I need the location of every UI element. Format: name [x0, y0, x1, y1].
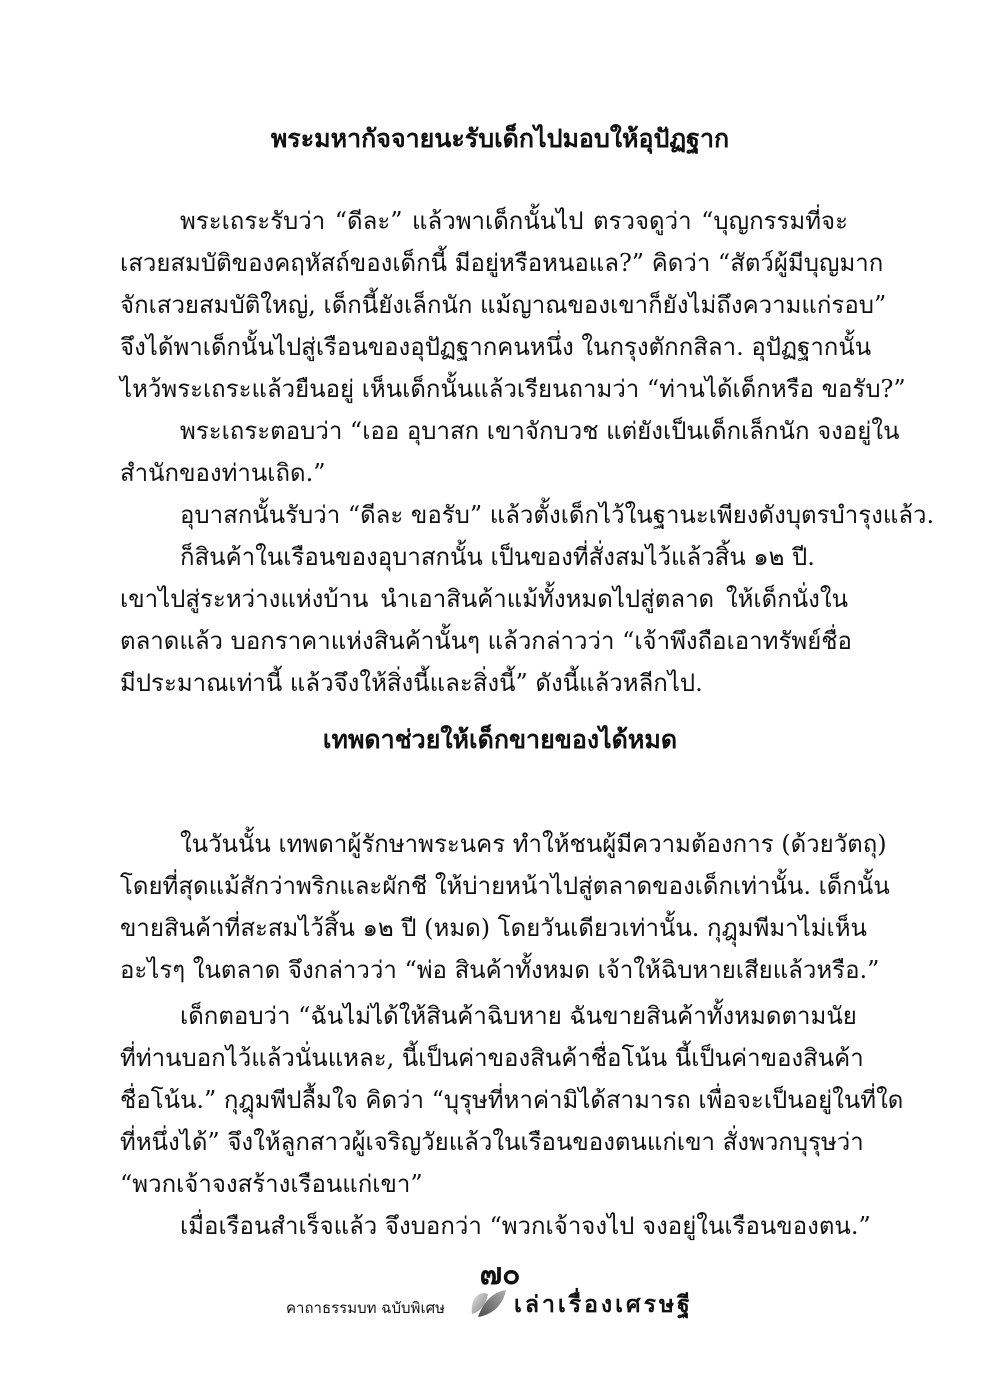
- text-line: จึงได้พาเด็กนั้นไปสู่เรือนของอุปัฏฐากคนหนึ่ง ในกรุงตักกสิลา. อุปัฏฐากนั้น: [120, 333, 872, 361]
- text-line: ที่หนึ่งได้” จึงให้ลูกสาวผู้เจริญวัยแล้วในเรือนของตนแก่เขา สั่งพวกบุรุษว่า: [120, 1128, 864, 1156]
- text-line: โดยที่สุดแม้สักว่าพริกและผักชี ให้บ่ายหน้าไปสู่ตลาดของเด็กเท่านั้น. เด็กนั้น: [120, 872, 890, 900]
- text-line: เมื่อเรือนสำเร็จแล้ว จึงบอกว่า “พวกเจ้าจงไป จงอยู่ในเรือนของตน.”: [180, 1212, 871, 1240]
- text-line: ชื่อโน้น.” กุฎุมพีปลื้มใจ คิดว่า “บุรุษที่หาค่ามิได้สามารถ เพื่อจะเป็นอยู่ในที่ใด: [120, 1086, 904, 1114]
- text-line: สำนักของท่านเถิด.”: [120, 459, 326, 487]
- text-line: ขายสินค้าที่สะสมไว้สิ้น ๑๒ ปี (หมด) โดยวันเดียวเท่านั้น. กุฎุมพีมาไม่เห็น: [120, 914, 867, 942]
- text-line: พระเถระรับว่า “ดีละ” แล้วพาเด็กนั้นไป ตรวจดูว่า “บุญกรรมที่จะ: [180, 207, 848, 235]
- text-line: อะไรๆ ในตลาด จึงกล่าวว่า “พ่อ สินค้าทั้งหมด เจ้าให้ฉิบหายเสียแล้วหรือ.”: [120, 956, 880, 984]
- text-line: ในวันนั้น เทพดาผู้รักษาพระนคร ทำให้ชนผู้มีความต้องการ (ด้วยวัตถุ): [180, 830, 887, 858]
- text-line: เด็กตอบว่า “ฉันไม่ได้ให้สินค้าฉิบหาย ฉันขายสินค้าทั้งหมดตามนัย: [180, 1002, 857, 1030]
- book-series-label: คาถาธรรมบท ฉบับพิเศษ: [286, 1299, 445, 1317]
- text-line: ก็สินค้าในเรือนของอุบาสกนั้น เป็นของที่สั่งสมไว้แล้วสิ้น ๑๒ ปี.: [180, 543, 815, 571]
- text-line: “พวกเจ้าจงสร้างเรือนแก่เขา”: [120, 1170, 423, 1198]
- book-title-label: เล่าเรื่องเศรษฐี: [514, 1291, 693, 1318]
- text-line: พระเถระตอบว่า “เออ อุบาสก เขาจักบวช แต่ยังเป็นเด็กเล็กนัก จงอยู่ใน: [180, 417, 900, 445]
- leaf-icon-graphic: [468, 1284, 510, 1320]
- text-line: มีประมาณเท่านี้ แล้วจึงให้สิ่งนี้และสิ่งนี้” ดังนี้แล้วหลีกไป.: [120, 669, 703, 697]
- text-line: อุบาสกนั้นรับว่า “ดีละ ขอรับ” แล้วตั้งเด็กไว้ในฐานะเพียงดังบุตรบำรุงแล้ว.: [180, 501, 935, 529]
- text-line: ไหว้พระเถระแล้วยืนอยู่ เห็นเด็กนั้นแล้วเรียนถามว่า “ท่านได้เด็กหรือ ขอรับ?”: [120, 375, 906, 403]
- text-line: เสวยสมบัติของคฤหัสถ์ของเด็กนี้ มีอยู่หรือหนอแล?” คิดว่า “สัตว์ผู้มีบุญมาก: [120, 249, 884, 277]
- section-2-title: เทพดาช่วยให้เด็กขายของได้หมด: [322, 725, 678, 754]
- text-line: เขาไปสู่ระหว่างแห่งบ้าน นำเอาสินค้าแม้ทั้งหมดไปสู่ตลาด ให้เด็กนั่งใน: [120, 585, 848, 613]
- text-line: ตลาดแล้ว บอกราคาแห่งสินค้านั้นๆ แล้วกล่าวว่า “เจ้าพึงถือเอาทรัพย์ชื่อ: [120, 627, 852, 655]
- text-line: จักเสวยสมบัติใหญ่, เด็กนี้ยังเล็กนัก แม้ญาณของเขาก็ยังไม่ถึงความแก่รอบ”: [120, 291, 887, 319]
- page-number: ๗๐: [479, 1257, 521, 1292]
- leaf-icon: [468, 1284, 510, 1320]
- text-line: ที่ท่านบอกไว้แล้วนั่นแหละ, นี้เป็นค่าของสินค้าชื่อโน้น นี้เป็นค่าของสินค้า: [120, 1044, 864, 1072]
- section-1-title: พระมหากัจจายนะรับเด็กไปมอบให้อุปัฏฐาก: [270, 124, 730, 153]
